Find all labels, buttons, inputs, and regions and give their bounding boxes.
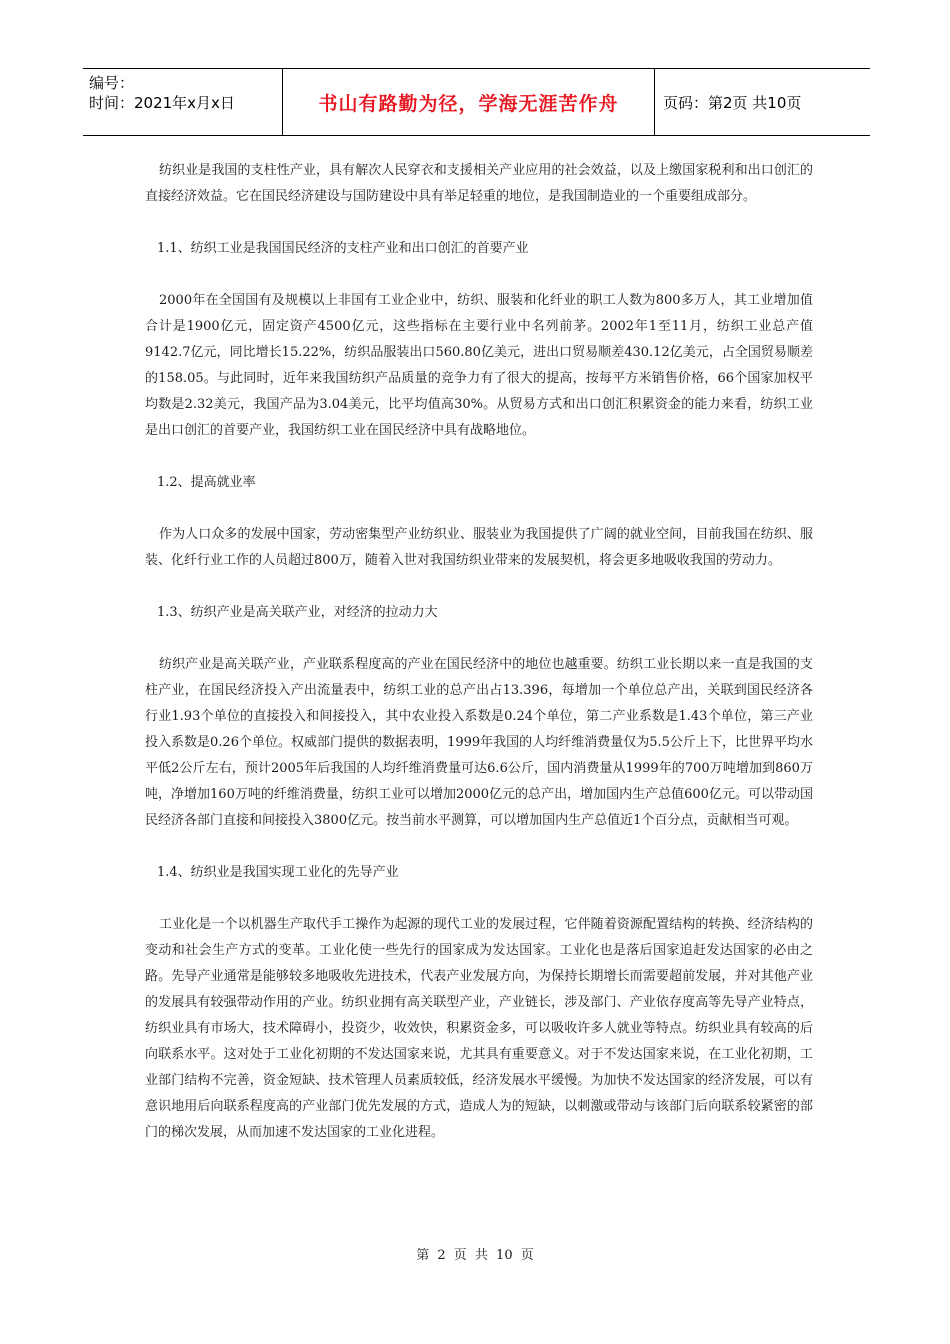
header-motto: 书山有路勤为径，学海无涯苦作舟 <box>283 69 655 135</box>
time-label: 时间：2021年x月x日 <box>89 94 235 112</box>
section-heading-1-1: 1.1、纺织工业是我国国民经济的支柱产业和出口创汇的首要产业 <box>157 241 529 256</box>
header-meta <box>83 69 283 135</box>
header-page-info: 页码：第2页 共10页 <box>663 93 802 112</box>
section-heading-1-2: 1.2、提高就业率 <box>157 475 256 490</box>
page-header <box>83 68 870 136</box>
intro-paragraph: 纺织业是我国的支柱性产业，具有解次人民穿衣和支援相关产业应用的社会效益，以及上缴国家税利和出口创汇的直接经济效益。它在国民经济建设与国防建设中具有举足轻重的地位，是我国制造业的一个重要组成部分。 <box>145 163 813 204</box>
section-body-1-3: 纺织产业是高关联产业，产业联系程度高的产业在国民经济中的地位也越重要。纺织工业长期以来一直是我国的支柱产业，在国民经济投入产出流量表中，纺织工业的总产出占13.396，每增加一个单位总产出，关联到国民经济各行业1.93个单位的直接投入和间接投入，其中农业投入系数是0.24个单位，第二产业系数是1.43个单位，第三产业投入系数是0.26个单位。权威部门提供的数据表明，1999年我国的人均纤维消费量仅为5.5公斤上下，比世界平均水平低2公斤左右，预计2005年后我国的人均纤维消费量可达6.6公斤，国内消费量从1999年的700万吨增加到860万吨，净增加160万吨的纤维消费量，纺织工业可以增加2000亿元的总产出，增加国内生产总值600亿元。可以带动国民经济各部门直接和间接投入3800亿元。按当前水平测算，可以增加国内生产总值近1个百分点，贡献相当可观。 <box>145 657 813 828</box>
section-heading-1-3: 1.3、纺织产业是高关联产业，对经济的拉动力大 <box>157 605 438 620</box>
document-body <box>145 158 813 1146</box>
code-label: 编号： <box>89 74 135 92</box>
page-footer: 第 2 页 共 10 页 <box>416 1248 534 1263</box>
section-body-1-1: 2000年在全国国有及规模以上非国有工业企业中，纺织、服装和化纤业的职工人数为800多万人，其工业增加值合计是1900亿元，固定资产4500亿元，这些指标在主要行业中名列前茅。2002年1至11月，纺织工业总产值9142.7亿元，同比增长15.22%，纺织品服装出口560.80亿美元，进出口贸易顺差430.12亿美元，占全国贸易顺差的158.05。与此同时，近年来我国纺织产品质量的竞争力有了很大的提高，按每平方米销售价格，66个国家加权平均数是2.32美元，我国产品为3.04美元，比平均值高30%。从贸易方式和出口创汇积累资金的能力来看，纺织工业是出口创汇的首要产业，我国纺织工业在国民经济中具有战略地位。 <box>145 293 813 438</box>
section-heading-1-4: 1.4、纺织业是我国实现工业化的先导产业 <box>157 865 399 880</box>
section-body-1-2: 作为人口众多的发展中国家，劳动密集型产业纺织业、服装业为我国提供了广阔的就业空间，目前我国在纺织、服装、化纤行业工作的人员超过800万，随着入世对我国纺织业带来的发展契机，将会更多地吸收我国的劳动力。 <box>145 527 813 568</box>
section-body-1-4: 工业化是一个以机器生产取代手工操作为起源的现代工业的发展过程，它伴随着资源配置结构的转换、经济结构的变动和社会生产方式的变革。工业化使一些先行的国家成为发达国家。工业化也是落后国家追赶发达国家的必由之路。先导产业通常是能够较多地吸收先进技术，代表产业发展方向，为保持长期增长而需要超前发展，并对其他产业的发展具有较强带动作用的产业。纺织业拥有高关联型产业，产业链长，涉及部门、产业依存度高等先导产业特点，纺织业具有市场大，技术障碍小，投资少，收效快，积累资金多，可以吸收许多人就业等特点。纺织业具有较高的后向联系水平。这对处于工业化初期的不发达国家来说，尤其具有重要意义。对于不发达国家来说，在工业化初期，工业部门结构不完善，资金短缺、技术管理人员素质较低，经济发展水平缓慢。为加快不发达国家的经济发展，可以有意识地用后向联系程度高的产业部门优先发展的方式，造成人为的短缺，以刺激或带动与该部门后向联系较紧密的部门的梯次发展，从而加速不发达国家的工业化进程。 <box>145 917 813 1140</box>
